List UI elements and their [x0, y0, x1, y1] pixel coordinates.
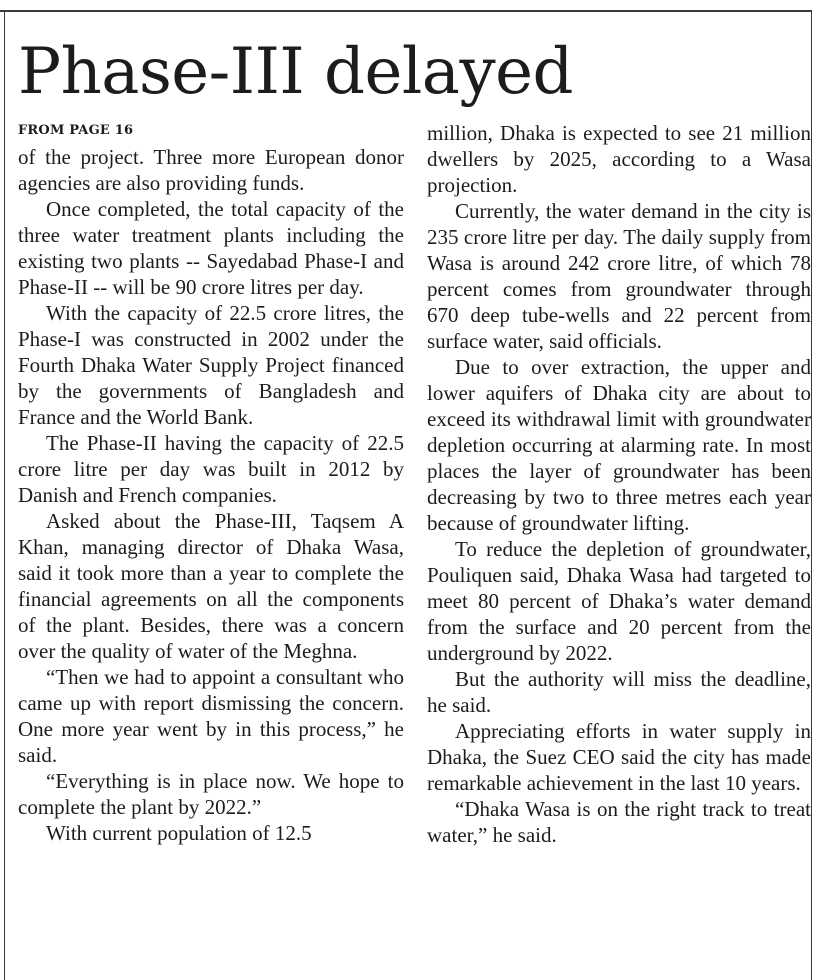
paragraph: With the capacity of 22.5 crore litres, the Phase-I was constructed in 2002 under the Fourth Dhaka Water Supply Project financed by the governments of Bangladesh and France and the World Bank. [18, 301, 404, 429]
right-border-rule [811, 10, 812, 980]
paragraph: With current population of 12.5 [46, 821, 312, 845]
paragraph: To reduce the depletion of groundwater, Pouliquen said, Dhaka Wasa had targeted to meet 80 percent of Dhaka’s water demand from the surface and 20 percent from the underground by 2022. [427, 537, 811, 665]
left-border-rule [4, 10, 5, 980]
top-border-rule [0, 10, 812, 12]
paragraph: Asked about the Phase-III, Taqsem A Khan, managing director of Dhaka Wasa, said it took more than a year to complete the financial agreements on all the components of the plant. Besides, there was a concern over the quality of water of the Meghna. [18, 509, 404, 663]
article-headline: Phase-III delayed [18, 35, 573, 109]
paragraph: “Everything is in place now. We hope to complete the plant by 2022.” [18, 769, 404, 819]
paragraph: of the project. Three more European donor agencies are also providing funds. [18, 145, 404, 195]
paragraph: “Dhaka Wasa is on the right track to treat water,” he said. [427, 797, 811, 847]
paragraph: “Then we had to appoint a consultant who came up with report dismissing the concern. One more year went by in this process,” he said. [18, 665, 404, 767]
paragraph: The Phase-II having the capacity of 22.5 crore litre per day was built in 2012 by Danish and French companies. [18, 431, 404, 507]
paragraph: Due to over extraction, the upper and lower aquifers of Dhaka city are about to exceed its withdrawal limit with groundwater depletion occurring at alarming rate. In most places the layer of groundwater has been decreasing by two to three metres each year because of groundwater lifting. [427, 355, 811, 535]
paragraph: Once completed, the total capacity of the three water treatment plants including the existing two plants -- Sayedabad Phase-I and Phase-II -- will be 90 crore litres per day. [18, 197, 404, 299]
paragraph: million, Dhaka is expected to see 21 million dwellers by 2025, according to a Wasa projection. [427, 121, 811, 197]
paragraph: But the authority will miss the deadline, he said. [427, 667, 811, 717]
paragraph: Appreciating efforts in water supply in Dhaka, the Suez CEO said the city has made remarkable achievement in the last 10 years. [427, 719, 811, 795]
right-column [427, 120, 811, 848]
paragraph: Currently, the water demand in the city is 235 crore litre per day. The daily supply from Wasa is around 242 crore litre, of which 78 percent comes from groundwater through 670 deep tube-wells and 22 percent from surface water, said officials. [427, 199, 811, 353]
jump-line: FROM PAGE 16 [18, 123, 134, 138]
left-column [18, 144, 404, 846]
